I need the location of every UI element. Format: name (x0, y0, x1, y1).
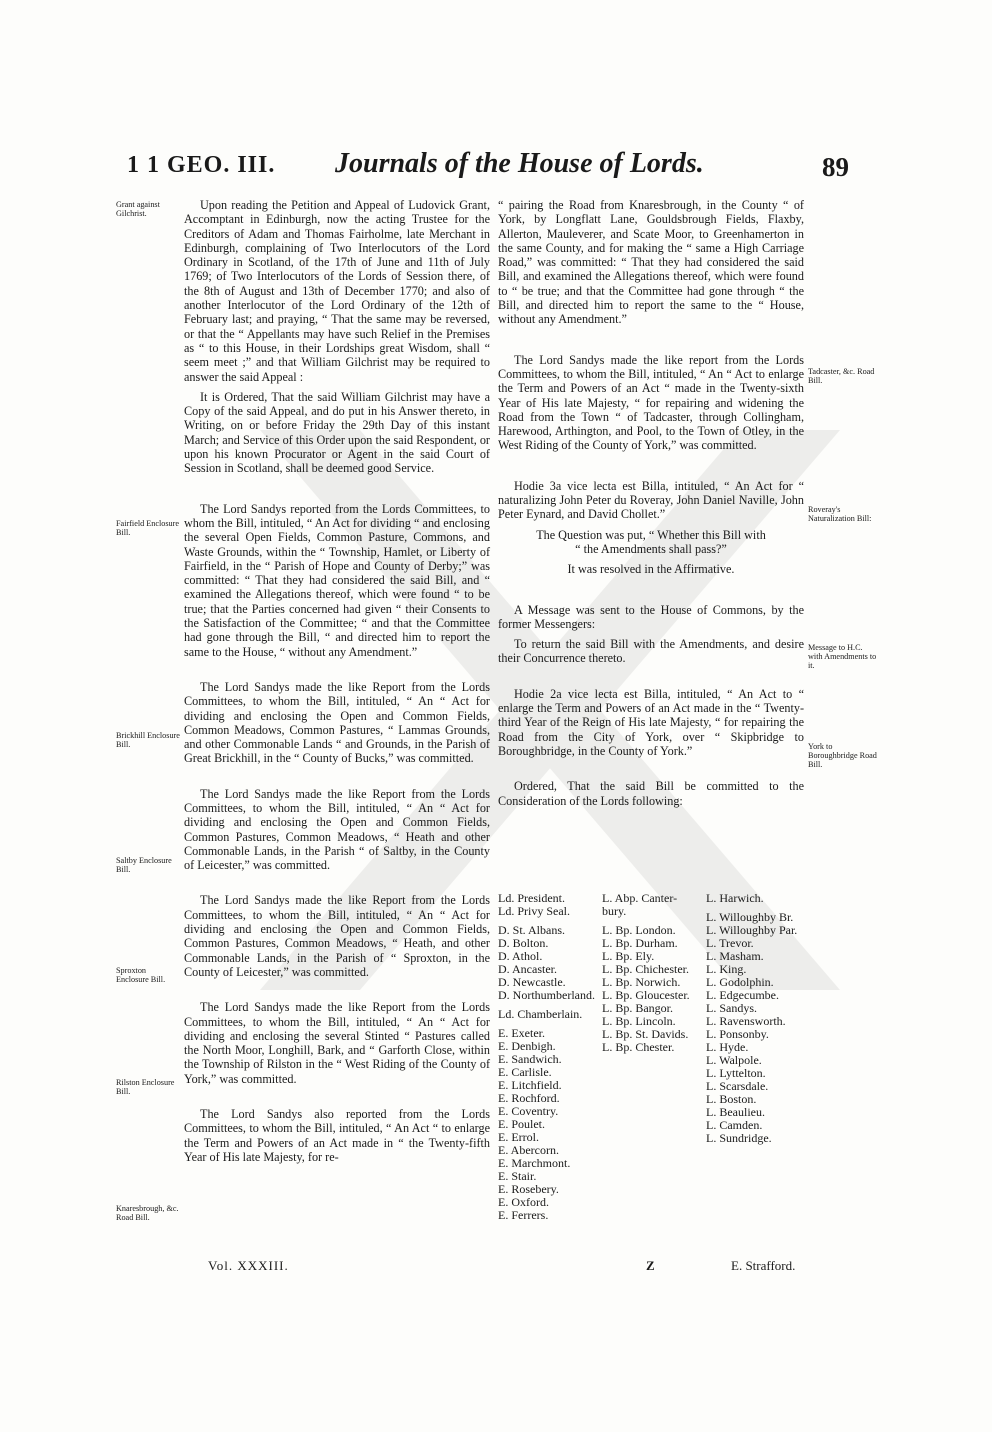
lord-entry: L. Trevor. (706, 936, 754, 950)
margin-note-fairfield: Fairfield Enclosure Bill. (116, 519, 179, 538)
left-column (184, 198, 490, 1164)
lord-entry: L. Bp. St. Davids. (602, 1027, 689, 1041)
page-title: Journals of the House of Lords. (335, 148, 704, 179)
lord-entry: L. King. (706, 962, 747, 976)
lord-entry: E. Rosebery. (498, 1182, 559, 1196)
lord-entry: bury. (602, 904, 627, 918)
margin-note-message: Message to H.C. with Amendments to it. (808, 643, 877, 671)
volume-number: Vol. XXXIII. (208, 1258, 289, 1273)
regnal-year: 1 1 GEO. III. (127, 152, 276, 178)
lord-entry: D. Ancaster. (498, 962, 557, 976)
lord-entry: L. Godolphin. (706, 975, 774, 989)
lord-entry: L. Bp. Gloucester. (602, 988, 690, 1002)
question-put-line1: The Question was put, “ Whether this Bill with (536, 527, 766, 542)
lord-entry: L. Boston. (706, 1092, 757, 1106)
lord-entry: L. Bp. Durham. (602, 936, 678, 950)
lord-entry: L. Abp. Canter- (602, 891, 678, 905)
roveray-third-reading: Hodie 3a vice lecta est Billa, intituled, “ An Act for “ naturalizing John Peter du Roveray, John Daniel Naville, John Peter Eynard, and David Chollet.” (498, 478, 804, 522)
margin-note-knaresbrough: Knaresbrough, &c. Road Bill. (116, 1204, 179, 1223)
lord-entry: L. Walpole. (706, 1053, 762, 1067)
committee-order-paragraph: Ordered, That the said Bill be committed to the Consideration of the Lords following: (498, 779, 804, 808)
lord-entry: L. Willoughby Par. (706, 923, 798, 937)
right-column (498, 198, 804, 808)
york-second-reading: Hodie 2a vice lecta est Billa, intituled, “ An Act to “ enlarge the Term and Powers of an Act made in the “ Twenty-third Year of the Reign of His late Majesty, “ for repairing the Road from the City of York, over “ Skipbridge to Boroughbridge, in the County of York.” (498, 686, 804, 758)
question-put-line2: “ the Amendments shall pass?” (575, 541, 727, 556)
margin-note-saltby: Saltby Enclosure Bill. (116, 856, 172, 875)
saltby-report-paragraph: The Lord Sandys made the like Report from the Lords Committees, to whom the Bill, intituled, “ An “ Act for dividing and enclosing the Open and Common Fields, Common Pastures, Common Meadows, “ Heath and other Commonable Lands, in the Parish “ of Saltby, in the County of Leicester,” was committed. (184, 786, 490, 873)
lord-entry: L. Edgecumbe. (706, 988, 779, 1002)
lord-entry: E. Coventry. (498, 1104, 559, 1118)
lord-entry: E. Carlisle. (498, 1065, 552, 1079)
lord-entry: L. Ravensworth. (706, 1014, 786, 1028)
lord-entry: E. Stair. (498, 1169, 537, 1183)
fairfield-report-paragraph: The Lord Sandys reported from the Lords Committees, to whom the Bill, intituled, “ An Act for dividing “ and enclosing the several Open Fields, Common Pasture, Commons, and Waste Grounds, within the “ Township, Hamlet, or Liberty of Fairfield, in the “ Parish of Hope and County of Derby;” was committed: “ That they had considered the said Bill, and “ examined the Allegations thereof, which were found “ to be true; that the Parties concerned had given “ their Consents to the Satisfaction of the Committee; “ and that the Committee had gone through the Bill, “ and directed him to report the same to the House, “ without any Amendment.” (184, 501, 490, 659)
lord-entry: D. Northumberland. (498, 988, 595, 1002)
margin-note-rilston: Rilston Enclosure Bill. (116, 1078, 175, 1097)
return-bill-paragraph: To return the said Bill with the Amendments, and desire their Concurrence thereto. (498, 637, 804, 666)
margin-note-brickhill: Brickhill Enclosure Bill. (116, 731, 180, 750)
margin-note-tadcaster: Tadcaster, &c. Road Bill. (808, 367, 875, 386)
lord-entry: D. St. Albans. (498, 923, 566, 937)
lord-entry: E. Poulet. (498, 1117, 545, 1131)
lord-entry: L. Bp. Norwich. (602, 975, 681, 989)
lord-entry: E. Ferrers. (498, 1208, 549, 1222)
catchword: E. Strafford. (731, 1258, 796, 1273)
lord-entry: E. Exeter. (498, 1026, 545, 1040)
lord-entry: L. Willoughby Br. (706, 910, 794, 924)
lords-column-2 (602, 892, 690, 1054)
margin-note-york: York to Boroughbridge Road Bill. (808, 742, 877, 770)
lord-entry: D. Athol. (498, 949, 543, 963)
knaresbrough-report-continued: “ pairing the Road from Knaresbrough, in the County “ of York, by Longflatt Lane, Gouldsbrough Fields, Flaxby, Allerton, Mauleverer, and Scate Moor, to Greenhamerton in the same County, and for making the “ same a High Carriage Road,” was committed: “ That they had considered the said Bill, and examined the Allegations thereof, which were found to “ be true; and that the Committee had gone through “ the Bill, and directed him to report the same to the “ House, without any Amendment.” (498, 198, 804, 327)
lord-entry: L. Hyde. (706, 1040, 749, 1054)
lord-entry: Ld. Chamberlain. (498, 1007, 583, 1021)
sproxton-report-paragraph: The Lord Sandys made the like Report from the Lords Committees, to whom the Bill, intituled, “ An “ Act for dividing and enclosing the Open and Common Fields, Common Pastures, Common Meadows, “ Heath, and other Commonable Lands, in the Parish of “ Sproxton, in the County of Leicester,” was committed. (184, 893, 490, 979)
rilston-report-paragraph: The Lord Sandys made the like Report from the Lords Committees, to whom the Bill, intituled, “ An “ Act for dividing and enclosing the several Stinted “ Pastures called the North Moor, Longhill, Bark, and “ Garforth Close, within the Township of Rilston in the “ West Riding of the County of York,” was committed. (184, 1000, 490, 1086)
margin-note-sproxton: Sproxton Enclosure Bill. (116, 966, 166, 985)
grant-appeal-paragraph: Upon reading the Petition and Appeal of Ludovick Grant, Accomptant in Edinburgh, now the acting Trustee for the Creditors of Adam and Thomas Fairholme, late Merchant in Edinburgh, complaining of Two Interlocutors of the Lord Ordinary in Scotland, of the 17th of June and 11th of July 1769; of Two Interlocutors of the Lords of Session there, of the 8th of August and 13th of December 1770; and also of another Interlocutor of the Lord Ordinary of the 12th of February last; and praying, “ That the same may be reversed, or that the “ Appellants may have such Relief in the Premises as “ to this House, in their Lordships great Wisdom, shall “ seem meet ;” and that William Gilchrist may be required to answer the said Appeal : (184, 198, 490, 384)
lord-entry: E. Denbigh. (498, 1039, 556, 1053)
grant-order-paragraph: It is Ordered, That the said William Gilchrist may have a Copy of the said Appeal, and do put in his Answer thereto, in Writing, on or before Friday the 29th Day of this instant March; and Service of this Order upon the said Respondent, or upon his known Procurator or Agent in the said Court of Session in Scotland, shall be deemed good Service. (184, 389, 490, 476)
lord-entry: L. Bp. London. (602, 923, 676, 937)
signature-mark: Z (646, 1258, 655, 1273)
lord-entry: L. Camden. (706, 1118, 763, 1132)
lord-entry: E. Abercorn. (498, 1143, 559, 1157)
knaresbrough-report-paragraph: The Lord Sandys also reported from the Lords Committees, to whom the Bill, intituled, “ An Act “ to enlarge the Term and Powers of an Act made in “ the Twenty-fifth Year of His late Majesty, for re- (184, 1107, 490, 1164)
lord-entry: L. Bp. Chester. (602, 1040, 675, 1054)
lord-entry: L. Harwich. (706, 891, 764, 905)
lord-entry: D. Newcastle. (498, 975, 566, 989)
resolved-affirmative: It was resolved in the Affirmative. (567, 562, 735, 577)
lord-entry: L. Ponsonby. (706, 1027, 769, 1041)
lord-entry: L. Masham. (706, 949, 764, 963)
tadcaster-report-paragraph: The Lord Sandys made the like report from the Lords Committees, to whom the Bill, intituled, “ An “ Act to enlarge the Term and Powers of an Act “ made in the Twenty-sixth Year of His late Majesty, “ for repairing and widening the Road from the Town “ of Tadcaster, through Collingham, Harewood, Arthington, and Pool, to the Town of Otley, in the West Riding of the County of York,” was committed. (498, 352, 804, 453)
lord-entry: D. Bolton. (498, 936, 549, 950)
lord-entry: L. Sundridge. (706, 1131, 772, 1145)
lord-entry: L. Bp. Chichester. (602, 962, 689, 976)
lord-entry: L. Sandys. (706, 1001, 757, 1015)
lord-entry: E. Litchfield. (498, 1078, 562, 1092)
lord-entry: Ld. Privy Seal. (498, 904, 570, 918)
lord-entry: E. Rochford. (498, 1091, 560, 1105)
margin-note-grant: Grant against Gilchrist. (116, 200, 160, 219)
margin-note-roveray: Roveray's Naturalization Bill: (808, 505, 872, 524)
lord-entry: Ld. President. (498, 891, 565, 905)
lords-column-1 (498, 892, 595, 1222)
page-number: 89 (822, 152, 849, 182)
lord-entry: E. Oxford. (498, 1195, 549, 1209)
lords-column-3 (706, 892, 797, 1145)
lord-entry: L. Bp. Lincoln. (602, 1014, 676, 1028)
lord-entry: L. Lyttelton. (706, 1066, 766, 1080)
lord-entry: L. Bp. Bangor. (602, 1001, 673, 1015)
message-to-commons: A Message was sent to the House of Commons, by the former Messengers: (498, 602, 804, 631)
lord-entry: E. Errol. (498, 1130, 539, 1144)
lord-entry: E. Sandwich. (498, 1052, 562, 1066)
lord-entry: L. Scarsdale. (706, 1079, 769, 1093)
lord-entry: L. Beaulieu. (706, 1105, 765, 1119)
lord-entry: E. Marchmont. (498, 1156, 571, 1170)
lord-entry: L. Bp. Ely. (602, 949, 655, 963)
brickhill-report-paragraph: The Lord Sandys made the like Report from the Lords Committees, to whom the Bill, intituled, “ An “ Act for dividing and enclosing the Open and Common Fields, Common Meadows, Common Pastures, “ Lammas Grounds, and other Commonable Lands “ and Grounds, in the Parish of Great Brickhill, in the “ County of Bucks,” was committed. (184, 679, 490, 766)
